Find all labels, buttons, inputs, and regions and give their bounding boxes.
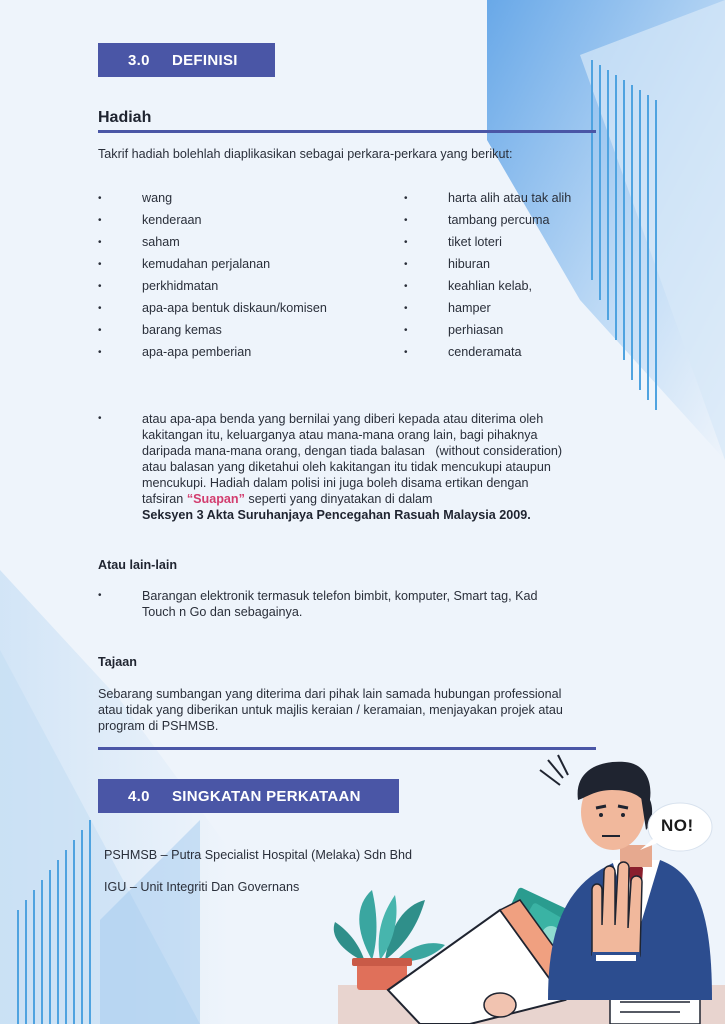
list-item: • perhiasan bbox=[404, 323, 504, 337]
section-3-title: DEFINISI bbox=[172, 51, 238, 69]
tajaan-heading: Tajaan bbox=[98, 655, 137, 669]
gift-list-right bbox=[404, 187, 644, 363]
list-item: • apa-apa bentuk diskaun/komisen bbox=[98, 301, 327, 315]
list-item: • tambang percuma bbox=[404, 213, 550, 227]
bullet-icon: • bbox=[98, 346, 102, 358]
paragraph-line: atau tidak yang diberikan untuk majlis keraian / keramaian, menjayakan projek atau bbox=[98, 703, 563, 717]
paragraph-line: program di PSHMSB. bbox=[98, 719, 219, 733]
lain-lain-heading: Atau lain-lain bbox=[98, 558, 178, 572]
paragraph-line: atau apa-apa benda yang bernilai yang diberi kepada atau diterima oleh bbox=[142, 412, 544, 426]
abbreviation-item: IGU – Unit Integriti Dan Governans bbox=[104, 880, 300, 894]
bullet-icon: • bbox=[404, 346, 408, 358]
list-item: • kemudahan perjalanan bbox=[98, 257, 271, 271]
bullet-icon: • bbox=[404, 280, 408, 292]
paragraph-line: Touch n Go dan sebagainya. bbox=[142, 605, 303, 619]
paragraph-line: kakitangan itu, keluarganya atau mana-mana orang lain, bagi pihaknya bbox=[142, 428, 538, 442]
list-item: • cenderamata bbox=[404, 345, 522, 359]
hadiah-paragraph bbox=[98, 411, 598, 523]
lain-lain-item bbox=[98, 588, 598, 620]
list-item: • tiket loteri bbox=[404, 235, 502, 249]
bullet-icon: • bbox=[98, 302, 102, 314]
paragraph-line: tafsiran “Suapan” seperti yang dinyatakan di dalam bbox=[142, 492, 433, 506]
paragraph-line: Sebarang sumbangan yang diterima dari pihak lain samada hubungan professional bbox=[98, 687, 562, 701]
bullet-icon: • bbox=[404, 324, 408, 336]
tajaan-paragraph bbox=[98, 686, 598, 734]
hadiah-intro: Takrif hadiah bolehlah diaplikasikan sebagai perkara-perkara yang berikut: bbox=[98, 147, 513, 161]
list-item: • harta alih atau tak alih bbox=[404, 191, 572, 205]
section-3-number: 3.0 bbox=[128, 51, 150, 69]
bullet-icon: • bbox=[404, 192, 408, 204]
section-3-header bbox=[98, 43, 275, 77]
hadiah-heading: Hadiah bbox=[98, 109, 152, 126]
list-item: • kenderaan bbox=[98, 213, 202, 227]
list-item: • barang kemas bbox=[98, 323, 222, 337]
suapan-term: “Suapan” bbox=[186, 492, 245, 506]
section-4-title: SINGKATAN PERKATAAN bbox=[172, 787, 361, 805]
bullet-icon: • bbox=[98, 413, 102, 424]
list-item: • saham bbox=[98, 235, 180, 249]
bullet-icon: • bbox=[98, 258, 102, 270]
paragraph-line: mencukupi. Hadiah dalam polisi ini juga boleh disama ertikan dengan bbox=[142, 476, 529, 490]
divider-line bbox=[98, 130, 596, 133]
bullet-icon: • bbox=[404, 214, 408, 226]
list-item: • perkhidmatan bbox=[98, 279, 219, 293]
list-item: • keahlian kelab, bbox=[404, 279, 533, 293]
bullet-icon: • bbox=[404, 258, 408, 270]
section-4-number: 4.0 bbox=[128, 787, 150, 805]
gift-list-left bbox=[98, 187, 398, 363]
paragraph-line: atau balasan yang diketahui oleh kakitangan itu tidak mencukupi ataupun bbox=[142, 460, 551, 474]
bullet-icon: • bbox=[98, 280, 102, 292]
section-4-header bbox=[98, 779, 399, 813]
bullet-icon: • bbox=[98, 324, 102, 336]
bullet-icon: • bbox=[98, 236, 102, 248]
list-item: • apa-apa pemberian bbox=[98, 345, 252, 359]
speech-bubble-text: NO! bbox=[661, 816, 694, 835]
bullet-icon: • bbox=[98, 214, 102, 226]
list-item: • hamper bbox=[404, 301, 491, 315]
list-item: • hiburan bbox=[404, 257, 491, 271]
bullet-icon: • bbox=[98, 590, 102, 601]
divider-line bbox=[98, 747, 596, 750]
paragraph-line: Barangan elektronik termasuk telefon bimbit, komputer, Smart tag, Kad bbox=[142, 589, 538, 603]
act-reference: Seksyen 3 Akta Suruhanjaya Pencegahan Rasuah Malaysia 2009. bbox=[142, 508, 531, 522]
list-item: • wang bbox=[98, 191, 173, 205]
bullet-icon: • bbox=[404, 236, 408, 248]
bullet-icon: • bbox=[98, 192, 102, 204]
paragraph-line: daripada mana-mana orang, dengan tiada balasan (without consideration) bbox=[142, 444, 563, 458]
abbreviation-item: PSHMSB – Putra Specialist Hospital (Melaka) Sdn Bhd bbox=[104, 848, 412, 862]
bullet-icon: • bbox=[404, 302, 408, 314]
